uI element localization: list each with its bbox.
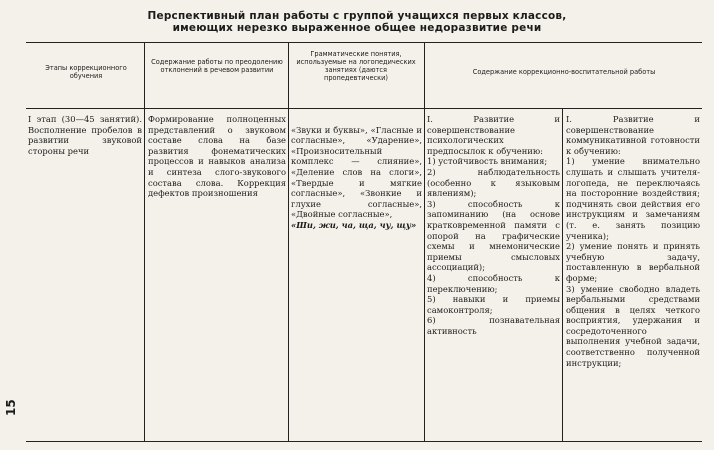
col3-right-rule: [424, 42, 425, 442]
header-correction-content: Содержание коррекционно-воспитательной работы: [472, 68, 656, 76]
col1-right-rule: [144, 42, 145, 442]
plan-table: [26, 42, 702, 442]
header-bottom-rule: [26, 108, 702, 109]
page-number: 15: [4, 399, 18, 416]
header-stages: Этапы коррекционного обучения: [45, 64, 127, 80]
cell-work-content: Формирование полноценных представлений о звуковом составе слова на базе развития фонематических процессов и навыков анализа и синтеза слого-звукового состава слова. Коррекция дефектов произношения: [148, 114, 286, 199]
grammar-concepts-italic: «Ши, жи, ча, ща, чу, щу»: [291, 219, 417, 230]
header-grammar-concepts: Грамматические понятия, используемые на логопедических занятиях (даются пропедевтически): [296, 50, 416, 82]
cell-communicative-readiness: I. Развитие и совершенствование коммуникативной готовности к обучению: 1) умение внимательно слушать и слышать учителя-логопеда, не переключаясь на посторонние воздействия; подчинять свои действия его инструкциям и замечаниям (т. е. занять позицию ученика); 2) умение понять и принять учебную задачу, поставленную в вербальной форме; 3) умение свободно владеть вербальными средствами общения в целях четкого восприятия, удержания и сосредоточенного выполнения учебной задачи, соответственно полученной инструкции;: [566, 114, 700, 368]
header-work-content: Содержание работы по преодолению отклонений в речевом развитии: [151, 58, 283, 74]
title-line-1: Перспективный план работы с группой учащихся первых классов,: [147, 10, 567, 22]
table-bottom-rule: [26, 441, 702, 442]
cell-stage: I этап (30—45 занятий). Восполнение пробелов в развитии звуковой стороны речи: [28, 114, 142, 156]
grammar-concepts-text: «Звуки и буквы», «Гласные и согласные», «Ударение», «Произносительный комплекс — слияние», «Деление слов на слоги», «Твердые и мягкие согласные», «Звонкие и глухие согласные», «Двойные согласные»,: [291, 124, 422, 220]
col4-split-rule: [562, 108, 563, 442]
col2-right-rule: [288, 42, 289, 442]
cell-grammar-concepts: [291, 114, 422, 231]
page-title: [0, 10, 714, 34]
title-line-2: имеющих нерезко выраженное общее недоразвитие речи: [172, 22, 542, 34]
cell-psychological-prerequisites: I. Развитие и совершенствование психологических предпосылок к обучению: 1) устойчивость внимания; 2) наблюдательность (особенно к языковым явлениям); 3) способность к запоминанию (на основе кратковременной памяти с опорой на графические схемы и мнемонические приемы смысловых ассоциаций); 4) способность к переключению; 5) навыки и приемы самоконтроля; 6) познавательная активность: [427, 114, 560, 336]
table-top-rule: [26, 42, 702, 43]
